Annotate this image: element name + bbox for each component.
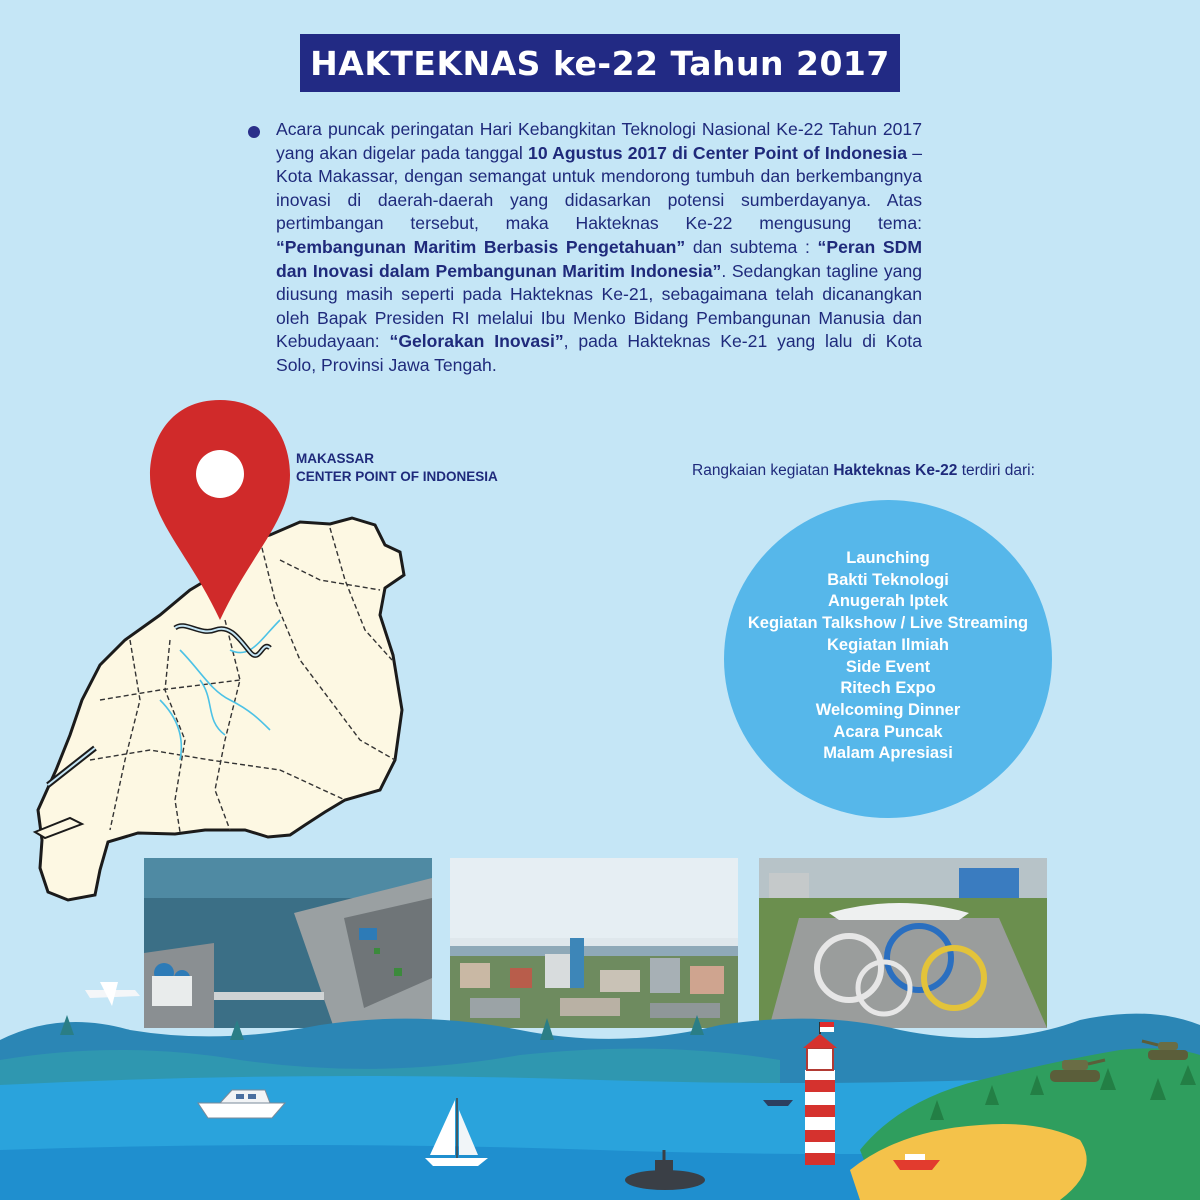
activity-item: Launching [846, 549, 930, 567]
activity-item: Side Event [845, 657, 931, 676]
para-text: Acara puncak peringatan Hari Kebangkitan Teknologi Nasional Ke-22 Tahun 2017 yang akan digelar pada tanggal [276, 119, 922, 163]
para-bold-theme: “Pembangunan Maritim Berbasis Pengetahuan” [276, 236, 686, 257]
para-bold-tagline: “Gelorakan Inovasi” [389, 331, 564, 352]
activities-heading-text: terdiri dari: [957, 462, 1035, 479]
activities-heading-text: Rangkaian kegiatan [692, 462, 834, 479]
activities-heading-bold: Hakteknas Ke-22 [833, 462, 958, 479]
para-text: , pada Hakteknas Ke-21 yang lalu di Kota Solo, Provinsi Jawa Tengah. [276, 331, 922, 375]
small-boat-icon [763, 1100, 793, 1106]
para-text: – Kota Makassar, dengan semangat untuk mendorong tumbuh dan berkembangnya inovasi di daerah-daerah yang didasarkan potensi sumberdayanya. Atas pertimbangan tersebut, maka Hakteknas Ke-22 mengusung tema: [276, 142, 922, 234]
activity-item: Malam Apresiasi [823, 744, 953, 763]
activity-item: Kegiatan Talkshow / Live Streaming [747, 614, 1029, 633]
para-bold-subtheme: “Peran SDM dan Inovasi dalam Pembangunan Maritim Indonesia” [276, 236, 922, 281]
para-text: . Sedangkan tagline yang diusung masih seperti pada Hakteknas Ke-21, sebagaimana telah dicanangkan oleh Bapak Presiden RI melalui Ibu Menko Bidang Pembangunan Manusia dan Kebudayaan: [276, 260, 923, 352]
para-text: dan subtema : [685, 236, 818, 257]
activity-item: Acara Puncak [833, 722, 943, 741]
location-venue: CENTER POINT OF INDONESIA [296, 469, 498, 484]
activity-item: Welcoming Dinner [815, 700, 961, 719]
activity-item: Anugerah Iptek [827, 592, 949, 611]
para-bold-date-location: 10 Agustus 2017 di Center Point of Indonesia [528, 142, 907, 163]
activity-item: Kegiatan Ilmiah [827, 635, 949, 654]
activity-item: Bakti Teknologi [827, 570, 949, 589]
activity-item: Ritech Expo [840, 679, 936, 698]
page-title: HAKTEKNAS ke-22 Tahun 2017 [310, 43, 890, 83]
seaplane-icon [85, 982, 140, 1006]
location-city: MAKASSAR [296, 451, 375, 466]
